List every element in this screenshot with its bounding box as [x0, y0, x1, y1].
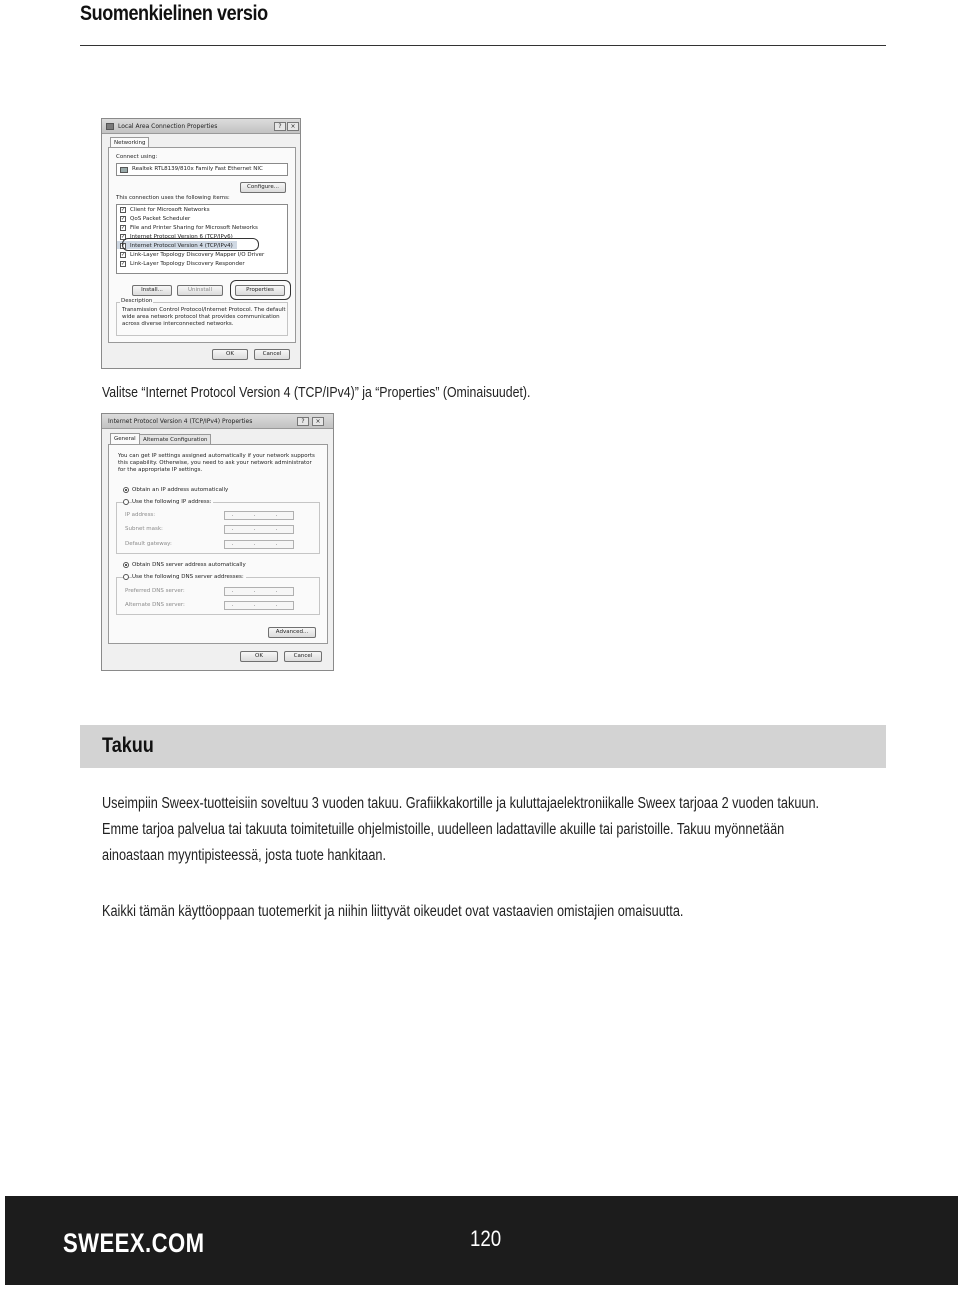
subnet-mask-label: Subnet mask: [125, 526, 163, 532]
local-area-connection-properties-screenshot [101, 118, 301, 369]
page-number: 120 [470, 1226, 502, 1251]
description-line: across diverse interconnected networks. [122, 321, 234, 327]
preferred-dns-label: Preferred DNS server: [125, 588, 185, 594]
ip-address-field: . . . [224, 511, 294, 520]
default-gateway-label: Default gateway: [125, 541, 172, 547]
adapter-field [116, 163, 288, 176]
paragraph-line: Emme tarjoa palvelua tai takuuta toimitetuille ohjelmistoille, uudelleen ladattaville akuille tai paristoille. Takuu myönnetään [102, 821, 785, 838]
description-line: wide area network protocol that provides communication [122, 314, 280, 320]
ok-button[interactable]: OK [212, 349, 248, 360]
highlight-circle-ipv4 [122, 238, 259, 251]
item-checkbox[interactable]: ✓ [121, 216, 126, 222]
intro-line: this capability. Otherwise, you need to ask your network administrator [118, 460, 312, 466]
subnet-mask-field: . . . [224, 525, 294, 534]
alternate-dns-label: Alternate DNS server: [125, 602, 185, 608]
item-checkbox[interactable]: ✓ [121, 234, 126, 240]
list-item[interactable]: QoS Packet Scheduler [130, 216, 191, 222]
help-icon[interactable]: ? [297, 417, 309, 426]
ipv4-properties-screenshot [101, 413, 334, 671]
item-checkbox[interactable]: ✓ [121, 261, 126, 267]
preferred-dns-field: . . . [224, 587, 294, 596]
install-button[interactable]: Install... [132, 285, 172, 296]
item-checkbox[interactable]: ✓ [121, 252, 126, 258]
tab-alternate-configuration[interactable]: Alternate Configuration [139, 434, 211, 445]
list-item[interactable]: Internet Protocol Version 6 (TCP/IPv6) [130, 234, 233, 240]
obtain-dns-radio[interactable] [123, 562, 129, 568]
obtain-dns-label[interactable]: Obtain DNS server address automatically [132, 562, 246, 568]
paragraph-line: ainoastaan myyntipisteessä, josta tuote hankitaan. [102, 847, 387, 864]
alternate-dns-field: . . . [224, 601, 294, 610]
connect-using-label: Connect using: [116, 154, 158, 160]
page-header-title: Suomenkielinen versio [80, 2, 268, 25]
cancel-button[interactable]: Cancel [284, 651, 322, 662]
description-line: Transmission Control Protocol/Internet Protocol. The default [122, 307, 286, 313]
configure-button[interactable]: Configure... [240, 182, 286, 193]
description-label: Description [121, 298, 153, 304]
header-rule [80, 45, 886, 46]
list-item[interactable]: Link-Layer Topology Discovery Responder [130, 261, 245, 267]
intro-line: for the appropriate IP settings. [118, 467, 203, 473]
section-title: Takuu [102, 734, 154, 757]
use-ip-label[interactable]: Use the following IP address: [132, 499, 212, 505]
list-item[interactable]: Link-Layer Topology Discovery Mapper I/O Driver [130, 252, 265, 258]
properties-button[interactable]: Properties [235, 285, 285, 296]
list-item[interactable]: Client for Microsoft Networks [130, 207, 210, 213]
window-title: Local Area Connection Properties [118, 123, 218, 130]
tab-general[interactable]: General [110, 433, 140, 444]
warranty-paragraph [102, 791, 819, 869]
trademark-paragraph: Kaikki tämän käyttöoppaan tuotemerkit ja niihin liittyvät oikeudet ovat vastaavien omistajien omaisuutta. [102, 903, 684, 920]
adapter-name: Realtek RTL8139/810x Family Fast Ethernet NIC [132, 166, 263, 172]
item-checkbox[interactable]: ✓ [121, 243, 126, 249]
uninstall-button: Uninstall [177, 285, 223, 296]
highlight-circle-properties [230, 280, 291, 300]
use-dns-label[interactable]: Use the following DNS server addresses: [132, 574, 244, 580]
default-gateway-field: . . . [224, 540, 294, 549]
caption: Valitse “Internet Protocol Version 4 (TCP/IPv4)” ja “Properties” (Ominaisuudet). [102, 384, 531, 401]
ok-button[interactable]: OK [240, 651, 278, 662]
item-checkbox[interactable]: ✓ [121, 225, 126, 231]
section-header-bar [80, 725, 886, 768]
network-icon [106, 123, 114, 130]
help-icon[interactable]: ? [274, 122, 286, 131]
close-icon[interactable]: × [287, 122, 299, 131]
list-item[interactable]: File and Printer Sharing for Microsoft Networks [130, 225, 258, 231]
footer-brand: SWEEX.COM [63, 1228, 205, 1258]
footer-bar [5, 1196, 958, 1285]
paragraph-line: Useimpiin Sweex-tuotteisiin soveltuu 3 vuoden takuu. Grafiikkakortille ja kuluttajaelektroniikalle Sweex tarjoaa 2 vuoden takuun. [102, 795, 820, 812]
use-ip-radio[interactable] [123, 499, 129, 505]
use-dns-radio[interactable] [123, 574, 129, 580]
window-title: Internet Protocol Version 4 (TCP/IPv4) Properties [108, 418, 253, 425]
adapter-icon [120, 167, 128, 173]
list-item[interactable]: Internet Protocol Version 4 (TCP/IPv4) [130, 243, 233, 249]
obtain-ip-radio[interactable] [123, 487, 129, 493]
obtain-ip-label[interactable]: Obtain an IP address automatically [132, 487, 229, 493]
intro-line: You can get IP settings assigned automatically if your network supports [118, 453, 315, 459]
cancel-button[interactable]: Cancel [254, 349, 290, 360]
items-label: This connection uses the following items: [116, 195, 230, 201]
ip-address-label: IP address: [125, 512, 156, 518]
close-icon[interactable]: × [312, 417, 324, 426]
tab-networking[interactable]: Networking [110, 137, 149, 148]
window-title-bar [102, 119, 300, 134]
item-checkbox[interactable]: ✓ [121, 207, 126, 213]
advanced-button[interactable]: Advanced... [268, 627, 316, 638]
